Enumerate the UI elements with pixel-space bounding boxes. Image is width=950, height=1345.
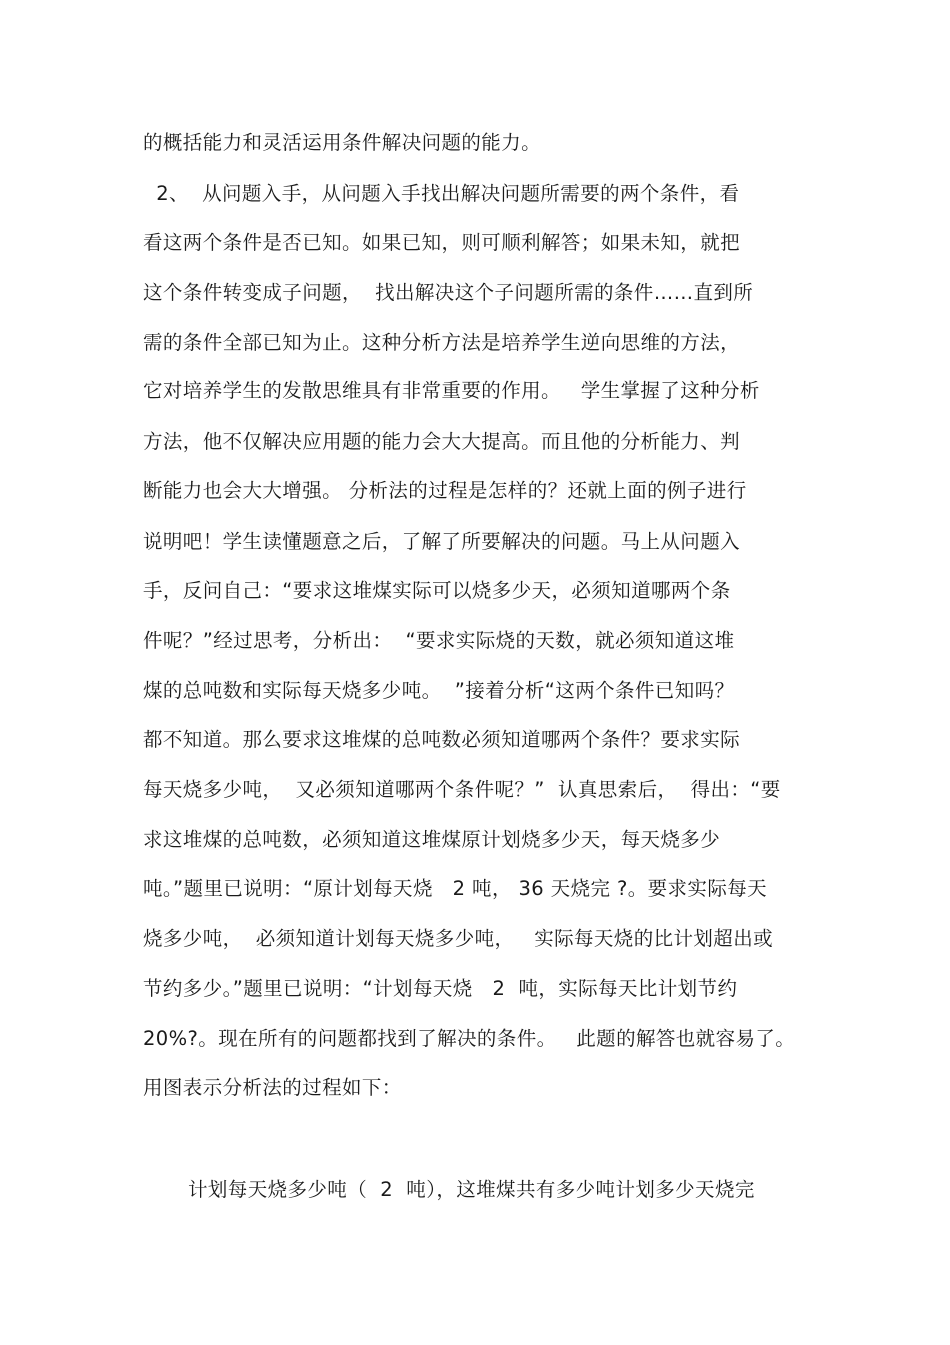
text-line-10: 手，反问自己：“要求这堆煤实际可以烧多少天，必须知道哪两个条	[143, 579, 731, 602]
text-line-6: 它对培养学生的发散思维具有非常重要的作用。 学生掌握了这种分析	[143, 379, 760, 402]
text-line-18: 节约多少。”题里已说明：“计划每天烧 2 吨，实际每天比计划节约	[143, 977, 738, 1000]
text-line-11: 件呢？”经过思考，分析出： “要求实际烧的天数，就必须知道这堆	[143, 629, 735, 652]
text-line-19: 20%?。现在所有的问题都找到了解决的条件。 此题的解答也就容易了。	[143, 1027, 796, 1050]
text-line-7: 方法，他不仅解决应用题的能力会大大提高。而且他的分析能力、判	[143, 430, 741, 453]
text-line-17: 烧多少吨， 必须知道计划每天烧多少吨， 实际每天烧的比计划超出或	[143, 927, 773, 950]
text-line-2: 2、 从问题入手，从问题入手找出解决问题所需要的两个条件，看	[143, 182, 740, 205]
text-line-16: 吨。”题里已说明：“原计划每天烧 2 吨， 36 天烧完 ?。要求实际每天	[143, 877, 768, 900]
text-line-13: 都不知道。那么要求这堆煤的总吨数必须知道哪两个条件？要求实际	[143, 728, 741, 751]
text-line-9: 说明吧！学生读懂题意之后，了解了所要解决的问题。马上从问题入	[143, 530, 741, 553]
text-line-14: 每天烧多少吨， 又必须知道哪两个条件呢？” 认真思索后， 得出：“要	[143, 778, 781, 801]
text-line-3: 看这两个条件是否已知。如果已知，则可顺利解答；如果未知，就把	[143, 231, 741, 254]
text-line-1: 的概括能力和灵活运用条件解决问题的能力。	[143, 131, 542, 154]
text-line-5: 需的条件全部已知为止。这种分析方法是培养学生逆向思维的方法，	[143, 331, 741, 354]
text-line-15: 求这堆煤的总吨数，必须知道这堆煤原计划烧多少天，每天烧多少	[143, 828, 721, 851]
text-line-4: 这个条件转变成子问题， 找出解决这个子问题所需的条件……直到所	[143, 281, 754, 304]
diagram-text-line: 计划每天烧多少吨（ 2 吨），这堆煤共有多少吨计划多少天烧完	[188, 1178, 755, 1201]
text-line-20: 用图表示分析法的过程如下：	[143, 1076, 402, 1099]
text-line-8: 断能力也会大大增强。 分析法的过程是怎样的？还就上面的例子进行	[143, 479, 747, 502]
text-line-12: 煤的总吨数和实际每天烧多少吨。 ”接着分析“这两个条件已知吗？	[143, 679, 735, 702]
